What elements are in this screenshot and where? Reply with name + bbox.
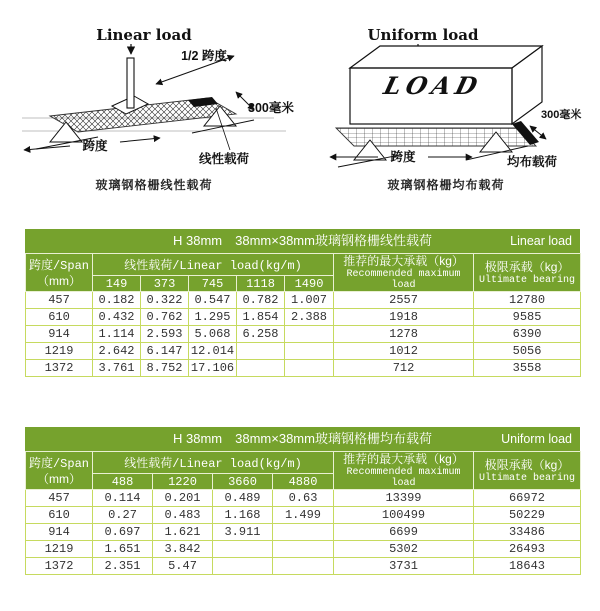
- recommended-cell: 712: [334, 360, 474, 377]
- span-header-line2: （mm）: [37, 274, 81, 288]
- depth-label: 300毫米: [248, 101, 294, 115]
- depth-label: 300毫米: [541, 109, 582, 121]
- load-group-header: 线性载荷/Linear load(kg/m): [93, 254, 334, 276]
- span-label: 跨度: [390, 150, 416, 164]
- table-title: H 38mm 38mm×38mm玻璃钢格栅线性载荷: [173, 233, 432, 248]
- load-column-header: 373: [141, 276, 189, 292]
- load-cell: [273, 524, 334, 541]
- table-row: [26, 541, 581, 558]
- load-cell: 0.182: [93, 292, 141, 309]
- load-cell: 0.489: [213, 490, 273, 507]
- span-cell: 457: [26, 490, 93, 507]
- table-row: [26, 292, 581, 309]
- span-cell: 1219: [26, 343, 93, 360]
- span-column-header: [26, 254, 93, 292]
- load-column-header: 149: [93, 276, 141, 292]
- load-cell: 0.27: [93, 507, 153, 524]
- load-cell: 0.201: [153, 490, 213, 507]
- span-header-line1: 跨度/Span: [28, 457, 89, 471]
- span-cell: 610: [26, 309, 93, 326]
- load-cell: 0.63: [273, 490, 334, 507]
- linear-load-data-table: [25, 253, 581, 377]
- uniform-load-heading: Uniform load: [367, 26, 479, 44]
- load-column-header: 1490: [285, 276, 334, 292]
- load-cell: 0.547: [189, 292, 237, 309]
- load-cell: 0.114: [93, 490, 153, 507]
- load-cell: [273, 558, 334, 575]
- load-cell: [285, 360, 334, 377]
- table-title-bar: [25, 427, 580, 451]
- span-cell: 914: [26, 326, 93, 343]
- uniform-load-diagram: [300, 16, 592, 193]
- load-cell: 1.295: [189, 309, 237, 326]
- load-column-header: 745: [189, 276, 237, 292]
- recommended-header-cn: 推荐的最大承载（kg）: [343, 452, 464, 466]
- linear-load-heading: Linear load: [96, 26, 192, 44]
- load-cell: 1.621: [153, 524, 213, 541]
- ultimate-header-cn: 极限承载（kg）: [484, 259, 570, 274]
- ultimate-cell: 12780: [474, 292, 581, 309]
- load-cell: 1.007: [285, 292, 334, 309]
- span-cell: 914: [26, 524, 93, 541]
- recommended-cell: 1918: [334, 309, 474, 326]
- ultimate-header-en: Ultimate bearing: [479, 274, 576, 286]
- span-header-line2: （mm）: [37, 472, 81, 486]
- linear-load-diagram: [8, 16, 300, 193]
- load-cell: 5.068: [189, 326, 237, 343]
- linear-load-drawing: [8, 16, 300, 174]
- load-cell: [285, 326, 334, 343]
- uniform-load-label: 均布载荷: [506, 155, 558, 169]
- recommended-header-en: Recommended maximum load: [346, 467, 461, 489]
- uniform-load-table: [25, 427, 580, 575]
- table-row: [26, 490, 581, 507]
- ultimate-header: [474, 452, 581, 490]
- uniform-diagram-caption: 玻璃钢格栅均布载荷: [387, 178, 505, 192]
- load-cell: 0.782: [237, 292, 285, 309]
- load-cell: 1.114: [93, 326, 141, 343]
- recommended-header: [334, 254, 474, 292]
- load-blade: [127, 58, 134, 108]
- table-corner-label: Linear load: [510, 234, 572, 248]
- table-row: [26, 309, 581, 326]
- ultimate-header: [474, 254, 581, 292]
- ultimate-cell: 3558: [474, 360, 581, 377]
- span-dimension-arrow-right: [120, 138, 160, 142]
- uniform-load-data-table: [25, 451, 581, 575]
- load-cell: 6.258: [237, 326, 285, 343]
- linear-load-label: 线性载荷: [198, 152, 250, 166]
- span-column-header: [26, 452, 93, 490]
- load-cell: 1.854: [237, 309, 285, 326]
- load-column-header: 3660: [213, 474, 273, 490]
- load-cell: 2.593: [141, 326, 189, 343]
- load-cell: 0.483: [153, 507, 213, 524]
- load-cell: 1.499: [273, 507, 334, 524]
- ultimate-cell: 33486: [474, 524, 581, 541]
- load-cell: 2.388: [285, 309, 334, 326]
- load-column-header: 1220: [153, 474, 213, 490]
- load-cell: 3.842: [153, 541, 213, 558]
- load-cell: [237, 360, 285, 377]
- load-cell: 17.106: [189, 360, 237, 377]
- span-header-line1: 跨度/Span: [28, 259, 89, 273]
- table-title: H 38mm 38mm×38mm玻璃钢格栅均布载荷: [173, 431, 432, 446]
- load-cell: [273, 541, 334, 558]
- span-cell: 610: [26, 507, 93, 524]
- load-cell: 2.351: [93, 558, 153, 575]
- load-box-text: LOAD: [380, 71, 486, 100]
- load-cell: 0.322: [141, 292, 189, 309]
- ultimate-cell: 50229: [474, 507, 581, 524]
- load-column-header: 1118: [237, 276, 285, 292]
- ultimate-cell: 6390: [474, 326, 581, 343]
- load-cell: 1.168: [213, 507, 273, 524]
- load-column-header: 488: [93, 474, 153, 490]
- ultimate-cell: 18643: [474, 558, 581, 575]
- load-cell: 8.752: [141, 360, 189, 377]
- load-cell: 1.651: [93, 541, 153, 558]
- span-cell: 1219: [26, 541, 93, 558]
- recommended-cell: 1012: [334, 343, 474, 360]
- table-title-bar: [25, 229, 580, 253]
- table-row: [26, 360, 581, 377]
- load-column-header: 4880: [273, 474, 334, 490]
- recommended-cell: 100499: [334, 507, 474, 524]
- recommended-cell: 2557: [334, 292, 474, 309]
- recommended-header: [334, 452, 474, 490]
- table-row: [26, 507, 581, 524]
- load-cell: [213, 541, 273, 558]
- grating-mesh: [336, 128, 536, 146]
- load-cell: 0.432: [93, 309, 141, 326]
- load-box-top: [350, 46, 542, 68]
- load-cell: 12.014: [189, 343, 237, 360]
- load-cell: 0.762: [141, 309, 189, 326]
- recommended-cell: 3731: [334, 558, 474, 575]
- recommended-cell: 1278: [334, 326, 474, 343]
- ultimate-cell: 26493: [474, 541, 581, 558]
- table-row: [26, 326, 581, 343]
- recommended-header-cn: 推荐的最大承载（kg）: [343, 254, 464, 268]
- recommended-header-en: Recommended maximum load: [346, 269, 461, 291]
- span-cell: 457: [26, 292, 93, 309]
- load-cell: 3.911: [213, 524, 273, 541]
- table-row: [26, 343, 581, 360]
- span-cell: 1372: [26, 558, 93, 575]
- ultimate-cell: 66972: [474, 490, 581, 507]
- load-cell: 3.761: [93, 360, 141, 377]
- ultimate-header-cn: 极限承载（kg）: [484, 457, 570, 472]
- load-cell: 5.47: [153, 558, 213, 575]
- ultimate-header-en: Ultimate bearing: [478, 472, 575, 484]
- span-cell: 1372: [26, 360, 93, 377]
- half-span-label: 1/2 跨度: [181, 49, 227, 63]
- load-cell: [285, 343, 334, 360]
- load-cell: 6.147: [141, 343, 189, 360]
- load-box-text-group: [380, 71, 485, 100]
- uniform-load-drawing: [300, 16, 592, 174]
- linear-diagram-caption: 玻璃钢格栅线性载荷: [95, 178, 213, 192]
- recommended-cell: 13399: [334, 490, 474, 507]
- recommended-cell: 5302: [334, 541, 474, 558]
- load-group-header: 线性载荷/Linear load(kg/m): [93, 452, 334, 474]
- load-cell: [213, 558, 273, 575]
- table-corner-label: Uniform load: [501, 432, 572, 446]
- table-row: [26, 558, 581, 575]
- load-cell: [237, 343, 285, 360]
- span-label: 跨度: [82, 139, 108, 153]
- load-cell: 2.642: [93, 343, 141, 360]
- linear-load-table: [25, 229, 580, 377]
- ultimate-cell: 9585: [474, 309, 581, 326]
- recommended-cell: 6699: [334, 524, 474, 541]
- ultimate-cell: 5056: [474, 343, 581, 360]
- table-row: [26, 524, 581, 541]
- load-cell: 0.697: [93, 524, 153, 541]
